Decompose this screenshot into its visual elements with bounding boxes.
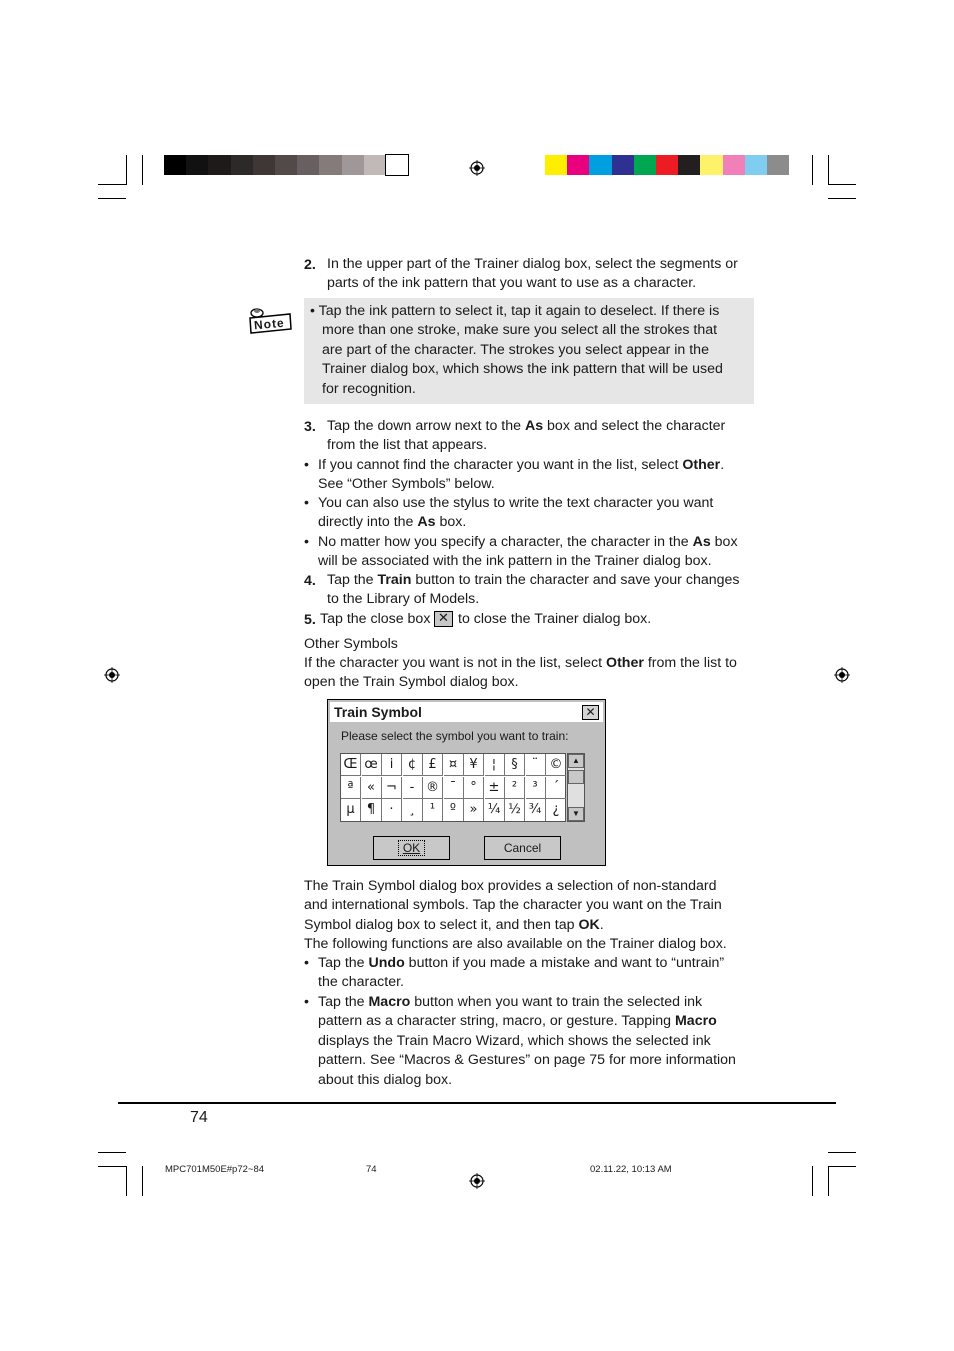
bold-text: As	[417, 514, 436, 531]
crop-mark	[812, 1166, 813, 1196]
bullet-3-text	[318, 533, 738, 572]
step-number: 2.	[304, 257, 316, 273]
symbol-cell[interactable]: £	[423, 754, 443, 776]
text-line: from the list that appears.	[327, 437, 488, 454]
symbol-cell[interactable]: ¾	[526, 799, 546, 821]
train-symbol-dialog	[327, 699, 606, 866]
scroll-down-icon[interactable]: ▼	[568, 807, 584, 821]
text: .	[720, 457, 725, 473]
symbol-cell[interactable]: ¶	[362, 799, 382, 821]
text-line: The Train Symbol dialog box provides a selection of non-standard	[304, 878, 717, 894]
bold-text: Other	[682, 457, 721, 473]
ok-label: OK	[398, 840, 425, 856]
text-line	[304, 654, 737, 673]
crop-mark	[142, 155, 143, 185]
symbol-cell[interactable]: ©	[546, 754, 566, 776]
step-2-text	[327, 255, 738, 294]
step-5-text-a: Tap the close box	[320, 611, 431, 627]
symbol-cell[interactable]: Œ	[341, 754, 361, 776]
symbol-cell[interactable]: ²	[505, 777, 525, 799]
color-swatch	[700, 155, 722, 175]
note-label: Note	[253, 315, 286, 333]
text: from the list to	[643, 655, 737, 671]
symbol-cell[interactable]: ª	[341, 777, 361, 799]
bold-text: Train	[377, 572, 412, 588]
text: button if you made a mistake and want to “untrain”	[404, 955, 725, 971]
close-box-icon: ✕	[434, 611, 453, 627]
crop-mark	[98, 184, 126, 185]
bullet: •	[304, 495, 309, 511]
footer-page: 74	[366, 1164, 377, 1175]
color-swatch	[567, 155, 589, 175]
color-swatch	[656, 155, 678, 175]
dialog-prompt: Please select the symbol you want to train:	[341, 729, 569, 743]
text: If the character you want is not in the list, select	[304, 655, 607, 671]
crop-mark	[828, 198, 856, 199]
text: No matter how you specify a character, the character in the	[318, 534, 693, 550]
other-symbols-para	[304, 654, 737, 693]
crop-mark	[828, 155, 829, 185]
bold-text: Macro	[368, 994, 411, 1010]
after-dialog-para	[304, 877, 727, 955]
macro-bullet-text	[318, 993, 736, 1090]
color-swatch	[297, 155, 319, 175]
text: pattern as a character string, macro, or gesture. Tapping	[318, 1013, 675, 1030]
color-swatch	[723, 155, 745, 175]
symbol-cell[interactable]: ±	[485, 777, 505, 799]
note-text	[310, 302, 723, 399]
bullet: •	[304, 534, 309, 550]
symbol-cell[interactable]: ¤	[444, 754, 464, 776]
color-swatch	[589, 155, 611, 175]
text-line: See “Other Symbols” below.	[318, 476, 495, 493]
other-symbols-heading: Other Symbols	[304, 636, 398, 652]
text-line: Trainer dialog box, which shows the ink pattern that will be used	[322, 361, 723, 378]
symbol-cell[interactable]: ¿	[552, 802, 560, 817]
symbol-cell[interactable]: º	[444, 799, 464, 821]
registration-mark-icon	[104, 667, 120, 683]
color-swatch	[767, 155, 789, 175]
cancel-button[interactable]	[484, 836, 561, 860]
symbol-cell[interactable]: ´	[546, 777, 566, 799]
color-swatch	[745, 155, 767, 175]
symbol-cell[interactable]: ¦	[485, 754, 505, 776]
step-5-text-c: to close the Trainer dialog box.	[458, 611, 652, 627]
crop-mark	[98, 198, 126, 199]
text: Tap the	[318, 955, 369, 971]
symbol-cell[interactable]: ¬	[382, 777, 402, 799]
bullet: •	[304, 994, 309, 1010]
text-line	[304, 916, 727, 935]
bold-text: Macro	[674, 1013, 717, 1030]
text: Symbol dialog box to select it, and then tap	[304, 916, 579, 933]
symbol-cell[interactable]: §	[505, 754, 525, 776]
bold-text: As	[524, 418, 544, 434]
color-swatch	[364, 155, 386, 175]
text-line	[318, 513, 713, 532]
text: button to train the character and save your changes	[411, 572, 740, 588]
symbol-cell[interactable]: i	[382, 754, 402, 776]
symbol-grid	[340, 753, 566, 822]
symbol-cell[interactable]: µ	[341, 799, 361, 821]
note-icon	[248, 304, 292, 334]
crop-mark	[126, 155, 127, 185]
symbol-cell[interactable]: ¯	[444, 777, 464, 799]
registration-mark-icon	[834, 667, 850, 683]
bold-text: OK	[578, 916, 600, 933]
crop-mark	[812, 155, 813, 185]
symbol-cell[interactable]: ¼	[485, 799, 505, 821]
text-line	[327, 417, 725, 436]
color-swatch	[208, 155, 230, 175]
crop-mark	[828, 1152, 856, 1153]
undo-bullet-text	[318, 954, 724, 993]
step-number: 4.	[304, 573, 316, 589]
color-swatch	[612, 155, 634, 175]
text-line: for recognition.	[322, 380, 416, 397]
crop-mark	[142, 1166, 143, 1196]
ok-button[interactable]	[373, 836, 450, 860]
color-swatch	[342, 155, 364, 175]
bullet-1-text	[318, 456, 724, 495]
symbol-cell[interactable]: ·	[382, 799, 402, 821]
text-line: parts of the ink pattern that you want to use as a character.	[327, 275, 697, 292]
crop-mark	[98, 1166, 126, 1167]
step-3-text	[327, 417, 725, 456]
text-line: and international symbols. Tap the character you want on the Train	[304, 897, 722, 914]
page-number: 74	[190, 1109, 208, 1126]
color-swatch	[634, 155, 656, 175]
text-line: • Tap the ink pattern to select it, tap it again to deselect. If there is	[310, 303, 720, 319]
text-line	[318, 533, 738, 552]
text-line: more than one stroke, make sure you select all the strokes that	[322, 322, 718, 339]
text: .	[599, 916, 604, 933]
bold-text: Other	[606, 655, 644, 671]
color-swatch	[678, 155, 700, 175]
text: Tap the down arrow next to the	[327, 418, 525, 434]
text: box and select the character	[543, 418, 726, 434]
symbol-cell[interactable]: ®	[423, 777, 443, 799]
crop-mark	[98, 1152, 126, 1153]
step-number: 5.	[304, 612, 316, 628]
symbol-cell[interactable]: «	[362, 777, 382, 799]
bullet-2-text	[318, 494, 713, 533]
symbol-cell[interactable]: »	[464, 799, 484, 821]
text-line: will be associated with the ink pattern in the Trainer dialog box.	[318, 553, 712, 570]
symbol-cell[interactable]: °	[464, 777, 484, 799]
symbol-cell[interactable]: ³	[526, 777, 546, 799]
color-swatch	[319, 155, 341, 175]
crop-mark	[828, 184, 856, 185]
dialog-title: Train Symbol	[334, 704, 422, 720]
symbol-cell[interactable]: ¹	[423, 799, 443, 821]
text-line	[318, 1012, 736, 1031]
text-line	[318, 456, 724, 475]
text: box	[710, 534, 738, 550]
text-line	[327, 571, 739, 590]
text: Tap the	[318, 994, 369, 1010]
text-line	[318, 993, 736, 1012]
text-line: to the Library of Models.	[327, 591, 480, 608]
symbol-cell[interactable]: œ	[362, 754, 382, 776]
color-swatch	[386, 155, 408, 175]
text-line: about this dialog box.	[318, 1071, 453, 1088]
text-line	[318, 954, 724, 973]
color-swatch	[253, 155, 275, 175]
scrollbar[interactable]	[567, 753, 585, 822]
symbol-cell[interactable]: -	[403, 777, 423, 799]
bold-text: As	[692, 534, 711, 550]
text: If you cannot find the character you want in the list, select	[318, 457, 683, 473]
symbol-cell[interactable]: ½	[505, 799, 525, 821]
text-line: pattern. See “Macros & Gestures” on page 75 for more information	[318, 1052, 736, 1069]
color-swatch	[275, 155, 297, 175]
text: box.	[435, 514, 467, 531]
crop-mark	[828, 1166, 829, 1196]
color-swatch	[231, 155, 253, 175]
cancel-label: Cancel	[503, 841, 542, 855]
text-line: In the upper part of the Trainer dialog box, select the segments or	[327, 256, 738, 272]
step-4-text	[327, 571, 739, 610]
text: button when you want to train the selected ink	[410, 994, 703, 1010]
scroll-thumb[interactable]	[568, 770, 584, 784]
text: Tap the	[327, 572, 378, 588]
footer-date: 02.11.22, 10:13 AM	[590, 1164, 672, 1175]
bullet: •	[304, 457, 309, 473]
close-icon[interactable]: ✕	[582, 705, 599, 720]
text-line: The following functions are also available on the Trainer dialog box.	[304, 936, 727, 953]
page-rule	[118, 1102, 836, 1104]
crop-mark	[126, 1166, 127, 1196]
color-swatch	[164, 155, 186, 175]
step-number: 3.	[304, 419, 316, 435]
color-swatch	[545, 155, 567, 175]
text-line: are part of the character. The strokes you select appear in the	[322, 341, 709, 358]
symbol-cell[interactable]: ¥	[464, 754, 484, 776]
text-line: displays the Train Macro Wizard, which shows the selected ink	[318, 1032, 711, 1049]
symbol-cell[interactable]: ¨	[526, 754, 546, 776]
color-swatch	[186, 155, 208, 175]
text-line: You can also use the stylus to write the text character you want	[318, 495, 714, 511]
registration-mark-icon	[469, 1173, 485, 1189]
dialog-title-bar	[330, 702, 603, 722]
registration-mark-icon	[469, 160, 485, 176]
bold-text: Undo	[368, 955, 405, 971]
crop-mark	[828, 1166, 856, 1167]
bullet: •	[304, 955, 309, 971]
symbol-cell[interactable]: ¸	[403, 799, 423, 821]
footer-file: MPC701M50E#p72~84	[165, 1164, 265, 1175]
text-line: the character.	[318, 974, 404, 991]
scroll-up-icon[interactable]: ▲	[568, 754, 584, 768]
symbol-cell[interactable]: ¢	[403, 754, 423, 776]
text-line: open the Train Symbol dialog box.	[304, 674, 519, 691]
text: directly into the	[318, 514, 418, 531]
